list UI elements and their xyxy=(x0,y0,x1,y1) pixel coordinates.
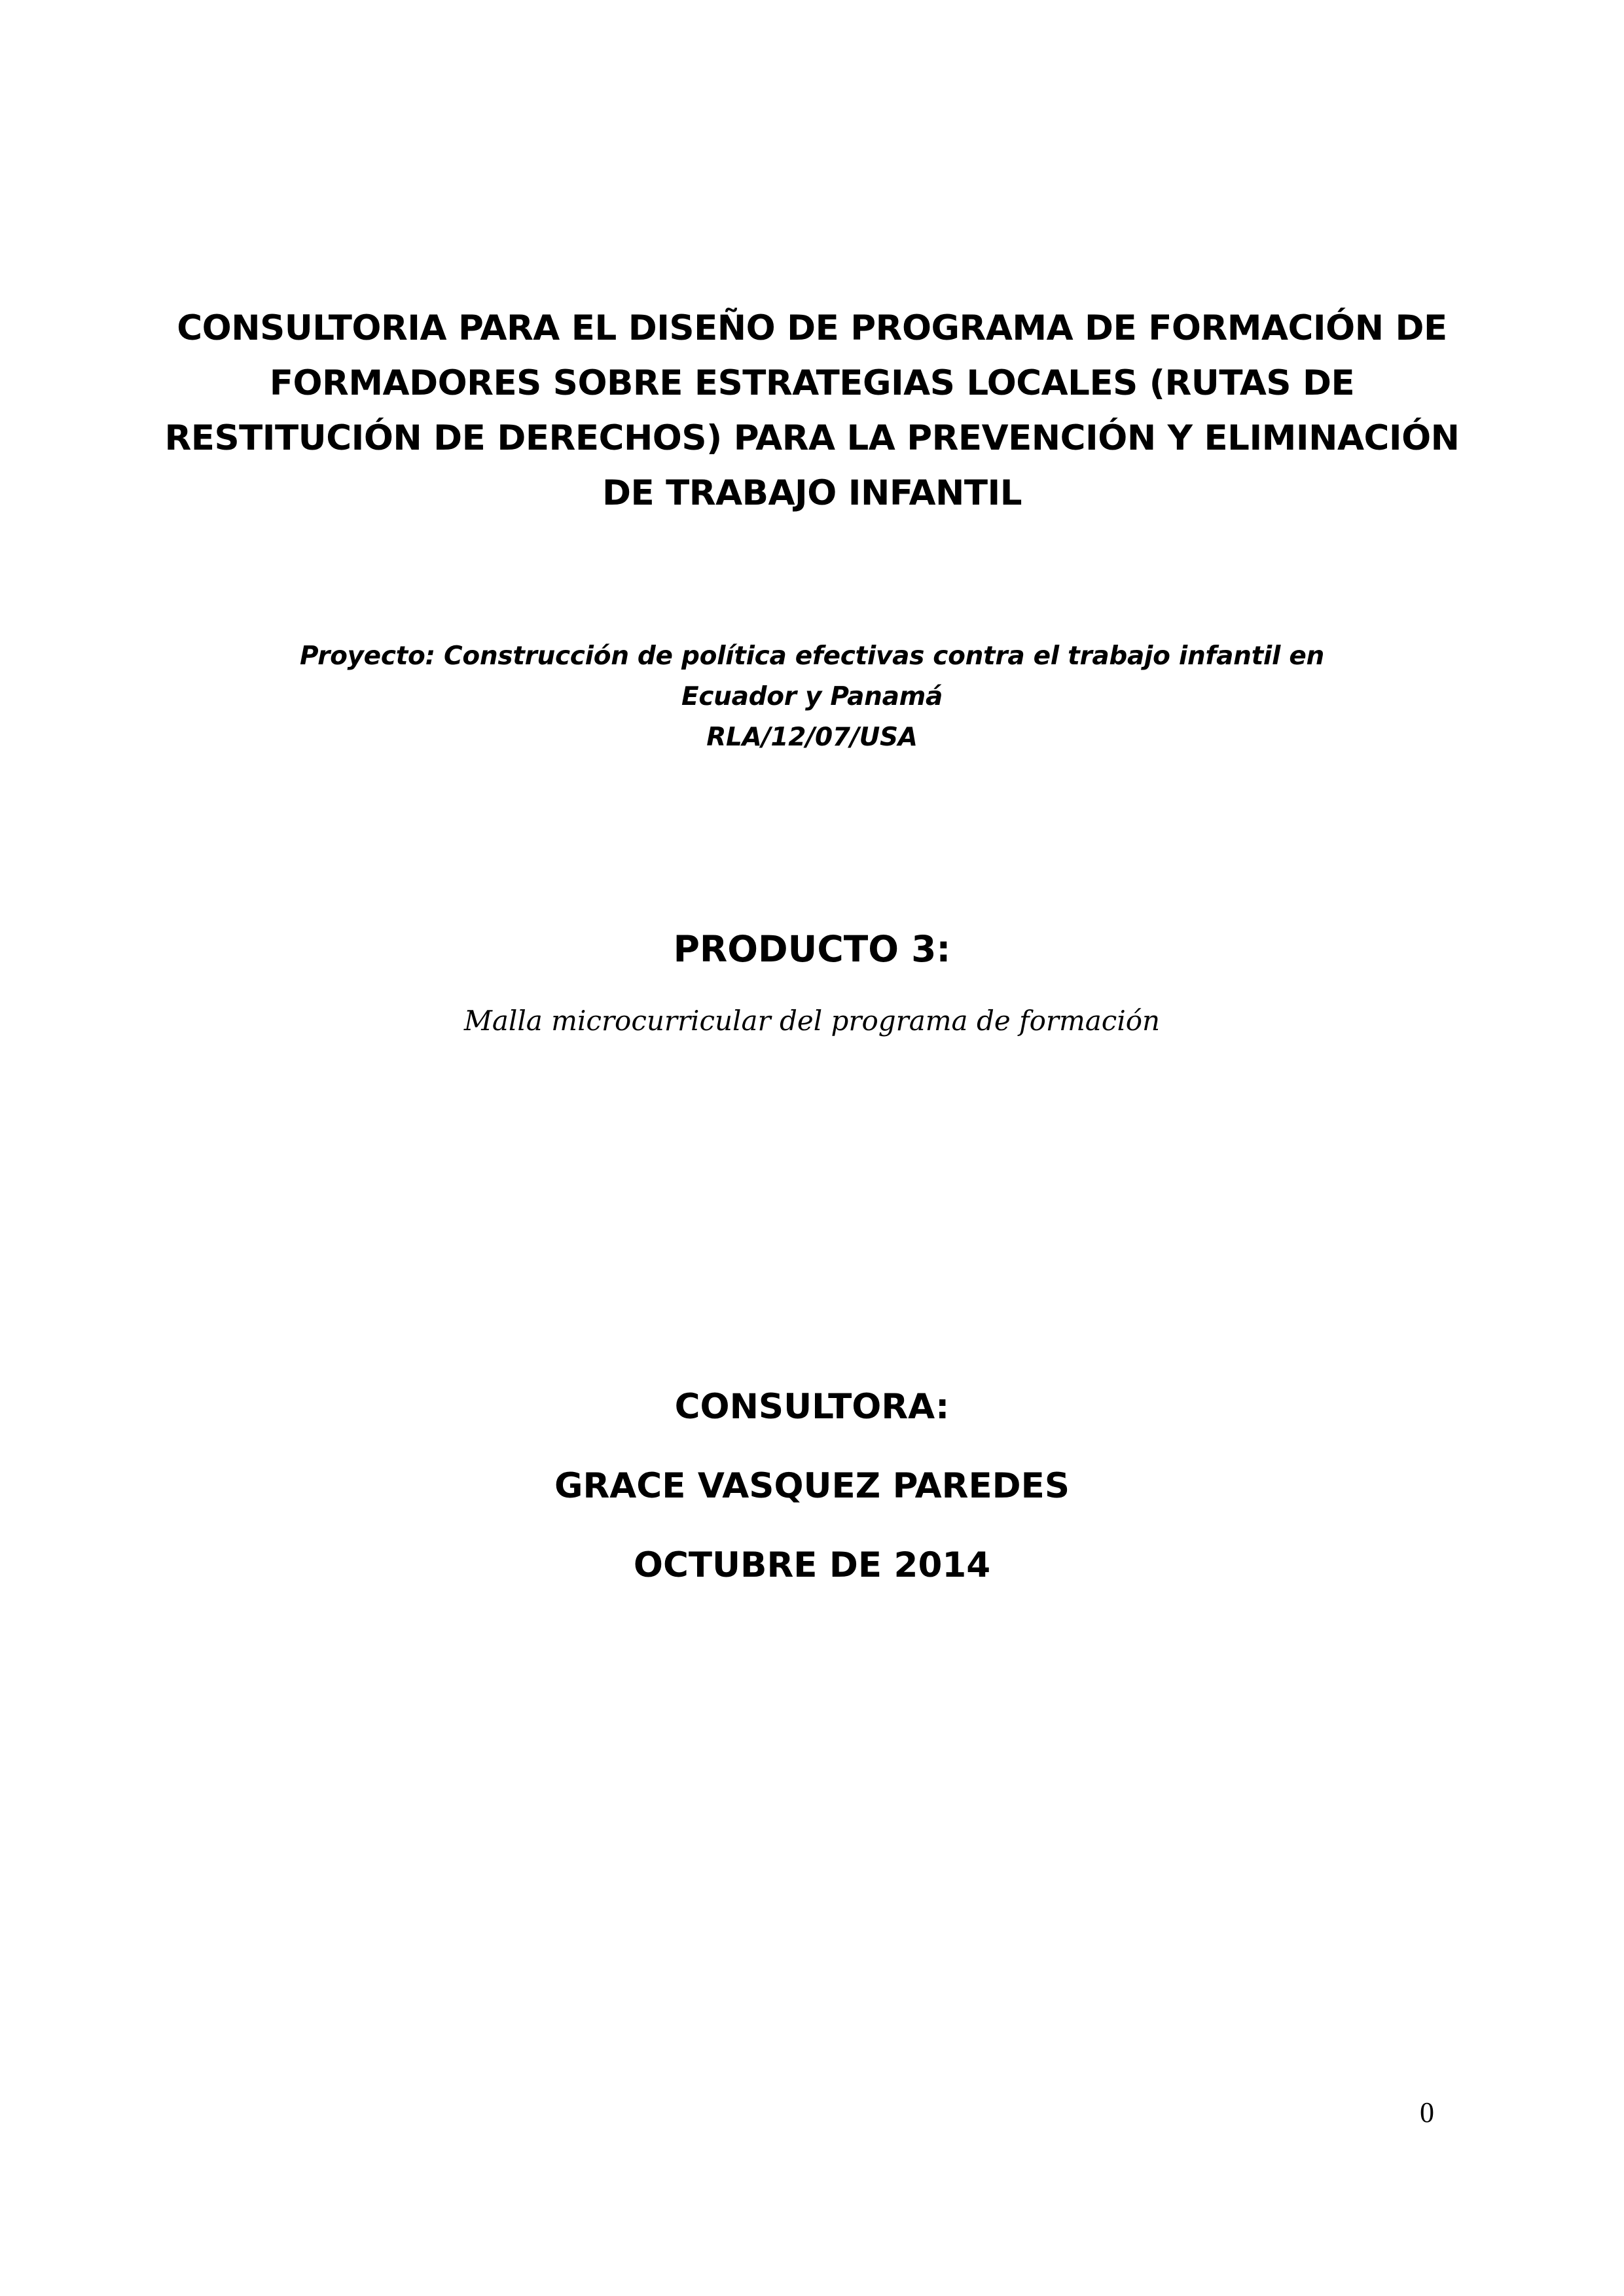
consultant-label: CONSULTORA: xyxy=(674,1387,950,1427)
title-line: FORMADORES SOBRE ESTRATEGIAS LOCALES (RUTAS DE xyxy=(269,363,1355,403)
page-number: 0 xyxy=(1420,2096,1434,2128)
document-date: OCTUBRE DE 2014 xyxy=(633,1545,991,1585)
document-title xyxy=(164,301,1460,521)
project-name-line: Ecuador y Panamá xyxy=(681,682,943,711)
title-line: RESTITUCIÓN DE DERECHOS) PARA LA PREVENCIÓN Y ELIMINACIÓN xyxy=(164,418,1460,458)
product-heading: PRODUCTO 3: xyxy=(673,928,951,970)
title-line: DE TRABAJO INFANTIL xyxy=(602,473,1022,513)
consultant-name: GRACE VASQUEZ PAREDES xyxy=(554,1466,1070,1506)
project-code: RLA/12/07/USA xyxy=(706,723,918,752)
product-subtitle: Malla microcurricular del programa de formación xyxy=(463,1005,1161,1037)
title-line: CONSULTORIA PARA EL DISEÑO DE PROGRAMA DE FORMACIÓN DE xyxy=(177,308,1447,348)
consultant-block xyxy=(196,1381,1428,1619)
project-name-line: Proyecto: Construcción de política efectivas contra el trabajo infantil en xyxy=(300,641,1324,671)
project-info xyxy=(196,636,1428,758)
